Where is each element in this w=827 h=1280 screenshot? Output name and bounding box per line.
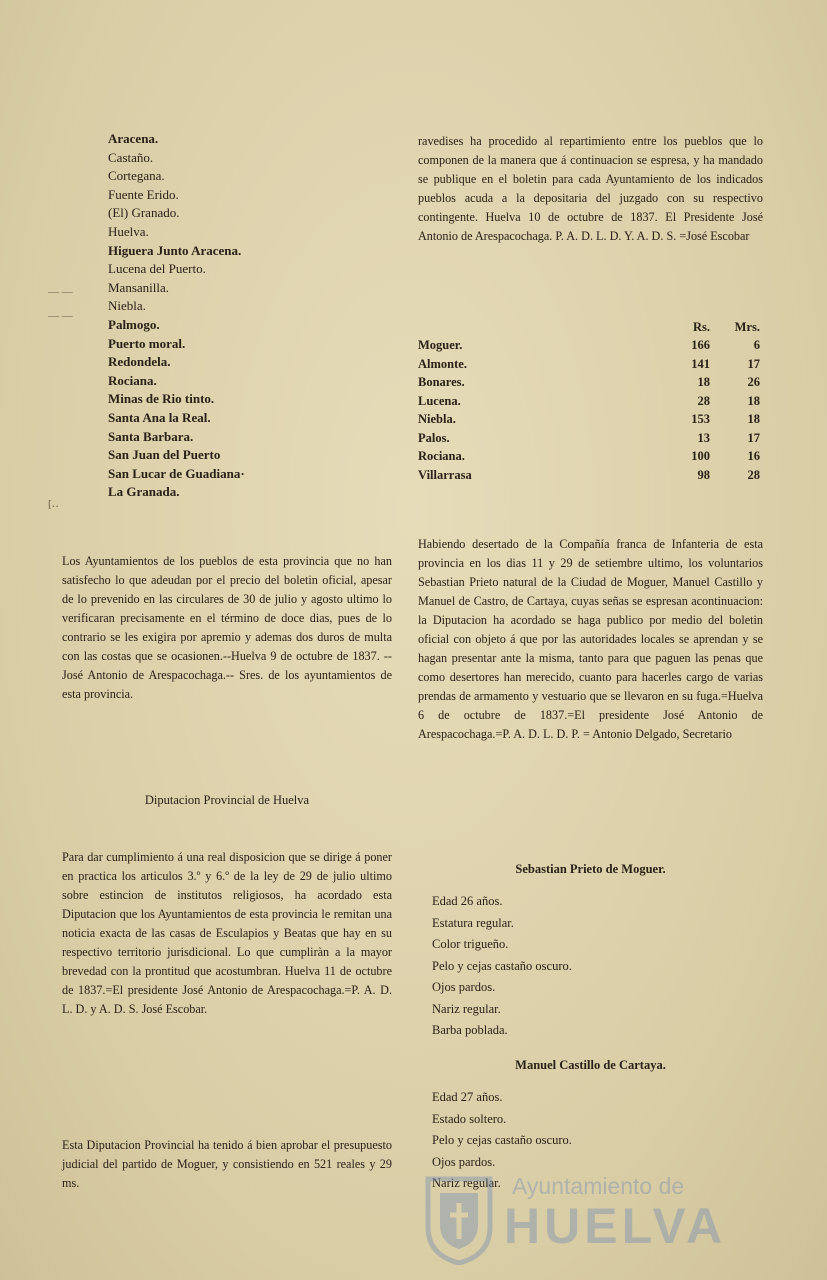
table-row <box>418 466 760 485</box>
town-cell: Palos. <box>418 430 450 445</box>
town-item: Lucena del Puerto. <box>108 261 206 277</box>
town-item: La Granada. <box>108 484 180 500</box>
rs-cell: 13 <box>697 430 710 445</box>
contribution-table-wrap <box>418 318 763 485</box>
column-header-rs: Rs. <box>692 319 710 334</box>
notice-text: Habiendo desertado de la Compañía franca de Infanteria de esta provincia en los dias 11 y 29 de setiembre ultimo, los voluntarios Sebastian Prieto natural de la Ciudad de Moguer, Manuel Castillo y Manuel de Castro, de Cartaya, cuyas señas se espresan acontinuacion: la Diputacion ha acordado se haga publico por medio del boletin oficial con objeto á que por las autoridades locales se aprendan y se hagan presentar ante la misma, tanto para que paguen las penas que como desertores han merecido, cuanto para hacerles cargo de varias prendas de armamento y vestuario que se llevaron en su fuga.=Huelva 6 de octubre de 1837.=El presidente José Antonio de Arespacochaga.=P. A. D. L. D. P. = Antonio Delgado, Secretario <box>418 537 763 741</box>
rs-cell: 153 <box>691 412 710 427</box>
town-cell: Moguer. <box>418 338 463 353</box>
rs-cell: 166 <box>691 338 710 353</box>
mrs-cell: 28 <box>747 467 760 482</box>
person2-title: Manuel Castillo de Cartaya. <box>515 1058 666 1072</box>
sign-line: Ojos pardos. <box>432 980 496 994</box>
town-item: Santa Barbara. <box>108 428 194 444</box>
town-item: Higuera Junto Aracena. <box>108 242 242 258</box>
notice-diputacion <box>62 848 392 1019</box>
table-row <box>418 411 760 430</box>
rs-cell: 28 <box>697 393 710 408</box>
sign-line: Ojos pardos. <box>432 1154 496 1169</box>
notice-text: Esta Diputacion Provincial ha tenido á bien aprobar el presupuesto judicial del partido de Moguer, y consistiendo en 521 reales y 29 ms. <box>62 1138 392 1190</box>
sign-line: Estatura regular. <box>432 915 514 930</box>
watermark-line2: HUELVA <box>504 1198 727 1254</box>
notice-ayuntamientos <box>62 552 392 704</box>
town-item: Puerto moral. <box>108 335 186 351</box>
town-item: Huelva. <box>108 223 149 239</box>
town-item: Santa Ana la Real. <box>108 409 211 425</box>
town-cell: Bonares. <box>418 375 465 390</box>
town-item: Mansanilla. <box>108 279 170 295</box>
town-item: Castaño. <box>108 149 154 165</box>
mrs-cell: 17 <box>747 356 760 371</box>
town-item: Fuente Erido. <box>108 186 179 202</box>
town-item: Cortegana. <box>108 168 165 184</box>
town-item: San Lucar de Guadiana· <box>108 465 245 481</box>
rs-cell: 98 <box>697 467 710 482</box>
mrs-cell: 26 <box>747 375 760 390</box>
town-item: Niebla. <box>108 298 146 314</box>
table-row <box>418 429 760 448</box>
notice-repartimiento <box>418 132 763 246</box>
town-cell: Rociana. <box>418 449 465 464</box>
town-item: San Juan del Puerto <box>108 447 221 463</box>
person1-signs <box>432 891 763 1042</box>
contribution-table <box>418 318 760 485</box>
mrs-cell: 18 <box>747 393 760 408</box>
sign-line: Barba poblada. <box>432 1023 508 1037</box>
table-row <box>418 392 760 411</box>
table-row <box>418 374 760 393</box>
table-header-row <box>418 318 760 337</box>
mrs-cell: 16 <box>747 449 760 464</box>
town-list <box>108 130 245 502</box>
town-item: Rociana. <box>108 372 157 388</box>
mrs-cell: 6 <box>753 338 760 353</box>
watermark-line1: Ayuntamiento de <box>512 1173 685 1199</box>
column-header-mrs: Mrs. <box>734 319 760 334</box>
table-row <box>418 355 760 374</box>
notice-desercion <box>418 535 763 744</box>
town-cell: Lucena. <box>418 393 461 408</box>
sign-line: Pelo y cejas castaño oscuro. <box>432 1133 572 1147</box>
notice-text: ravedises ha procedido al repartimiento entre los pueblos que lo componen de la manera que á continuacion se espresa, y ha mandado se publique en el boletin para cada Ayuntamiento de los indicados pueblos acuda a la depositaria del juzgado con su respectivo contingente. Huelva 10 de octubre de 1837. El Presidente José Antonio de Arespacochaga. P. A. D. L. D. Y. A. D. S. =José Escobar <box>418 134 763 243</box>
town-item: Aracena. <box>108 131 159 146</box>
town-cell: Villarrasa <box>418 467 472 482</box>
watermark <box>420 1165 765 1275</box>
town-cell: Niebla. <box>418 412 456 427</box>
margin-mark: — — <box>48 310 73 322</box>
person1-block <box>418 862 763 1042</box>
sign-line: Nariz regular. <box>432 1176 501 1190</box>
notice-presupuesto <box>62 1136 392 1193</box>
margin-mark: [‥ <box>48 498 59 510</box>
mrs-cell: 18 <box>747 412 760 427</box>
sign-line: Estado soltero. <box>432 1111 507 1126</box>
town-item: Redondela. <box>108 354 171 370</box>
person1-title: Sebastian Prieto de Moguer. <box>515 862 666 876</box>
notice-text: Los Ayuntamientos de los pueblos de esta provincia que no han satisfecho lo que adeudan por el precio del boletin oficial, apesar de lo prevenido en las circulares de 30 de julio y agosto ultimo lo verificaran precisamente en el término de doce dias, pues de lo contrario se les exigira por apremio y ademas dos duros de multa con las costas que se ocasionen.--Huelva 9 de octubre de 1837. --José Antonio de Arespacochaga.-- Sres. de los ayuntamientos de esta provincia. <box>62 554 392 701</box>
table-row <box>418 337 760 356</box>
coat-of-arms-icon <box>420 1169 498 1265</box>
rs-cell: 18 <box>697 375 710 390</box>
sign-line: Nariz regular. <box>432 1001 501 1016</box>
rs-cell: 100 <box>691 449 710 464</box>
sign-line: Pelo y cejas castaño oscuro. <box>432 958 572 973</box>
town-item: Palmogo. <box>108 316 160 332</box>
margin-mark: — — <box>48 286 73 298</box>
sign-line: Edad 27 años. <box>432 1090 503 1104</box>
table-row <box>418 448 760 467</box>
town-item: Minas de Rio tinto. <box>108 391 215 407</box>
mrs-cell: 17 <box>747 430 760 445</box>
sign-line: Color trigueño. <box>432 937 509 951</box>
rs-cell: 141 <box>691 356 710 371</box>
sign-line: Edad 26 años. <box>432 894 503 908</box>
notice-text: Para dar cumplimiento á una real disposicion que se dirige á poner en practica los articulos 3.º y 6.º de la ley de 29 de julio ultimo sobre estincion de institutos religiosos, ha acordado esta Diputacion que los Ayuntamientos de esta provincia le remitan una noticia exacta de las casas de Esculapios y Beatas que hay en su respectivo territorio jurisdicional. Lo que cumpliràn a la mayor brevedad con la prontitud que acostumbran. Huelva 11 de octubre de 1837.=El presidente José Antonio de Arespacochaga.=P. A. D. L. D. y A. D. S. José Escobar. <box>62 850 392 1016</box>
town-item: (El) Granado. <box>108 205 180 221</box>
section-heading: Diputacion Provincial de Huelva <box>144 793 310 807</box>
town-cell: Almonte. <box>418 356 467 371</box>
